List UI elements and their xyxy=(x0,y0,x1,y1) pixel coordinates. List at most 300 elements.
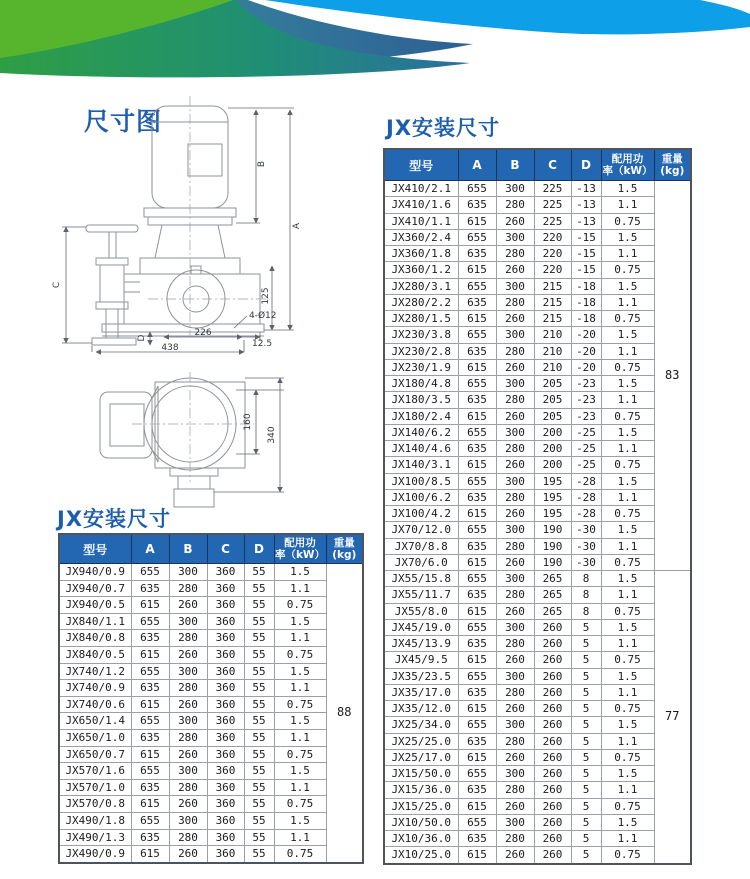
b-cell: 280 xyxy=(169,779,207,796)
table-row xyxy=(384,489,691,505)
table-row xyxy=(384,538,691,554)
table-row xyxy=(59,646,363,663)
model-cell: JX15/50.0 xyxy=(384,766,458,782)
power-cell: 1.5 xyxy=(274,763,326,780)
a-cell: 635 xyxy=(458,392,496,408)
c-cell: 360 xyxy=(207,696,244,713)
model-cell: JX650/1.4 xyxy=(59,713,131,730)
a-cell: 655 xyxy=(458,229,496,245)
table-row xyxy=(384,587,691,603)
model-cell: JX570/1.0 xyxy=(59,779,131,796)
b-cell: 300 xyxy=(496,327,534,343)
power-cell: 0.75 xyxy=(274,846,326,863)
a-cell: 655 xyxy=(131,613,169,630)
b-cell: 280 xyxy=(496,782,534,798)
c-cell: 210 xyxy=(534,327,571,343)
a-cell: 635 xyxy=(131,729,169,746)
a-cell: 635 xyxy=(131,630,169,647)
b-cell: 260 xyxy=(169,796,207,813)
power-cell: 1.1 xyxy=(274,729,326,746)
b-cell: 300 xyxy=(169,564,207,581)
a-cell: 655 xyxy=(458,522,496,538)
dim-label-125: 125 xyxy=(261,287,271,305)
a-cell: 615 xyxy=(131,846,169,863)
dim-label-holes: 4-Ø12 xyxy=(249,311,277,321)
b-cell: 260 xyxy=(496,457,534,473)
front-view-drawing xyxy=(86,106,264,345)
a-cell: 635 xyxy=(458,441,496,457)
model-cell: JX490/1.8 xyxy=(59,812,131,829)
b-cell: 300 xyxy=(169,713,207,730)
c-cell: 260 xyxy=(534,717,571,733)
table-row xyxy=(384,327,691,343)
col-header-b: B xyxy=(169,534,207,564)
b-cell: 280 xyxy=(169,680,207,697)
col-header-power xyxy=(601,149,654,181)
model-cell: JX490/0.9 xyxy=(59,846,131,863)
a-cell: 655 xyxy=(458,376,496,392)
d-cell: 55 xyxy=(244,663,274,680)
power-cell: 0.75 xyxy=(601,749,654,765)
col-header-weight-line1: 重量 xyxy=(333,536,355,549)
power-cell: 1.1 xyxy=(601,197,654,213)
model-cell: JX140/4.6 xyxy=(384,441,458,457)
power-cell: 1.5 xyxy=(601,619,654,635)
weight-cell: 88 xyxy=(326,564,363,863)
c-cell: 225 xyxy=(534,213,571,229)
table-row xyxy=(384,343,691,359)
power-cell: 0.75 xyxy=(601,457,654,473)
b-cell: 280 xyxy=(496,831,534,847)
b-cell: 260 xyxy=(496,749,534,765)
d-cell: 55 xyxy=(244,729,274,746)
power-cell: 1.1 xyxy=(601,489,654,505)
b-cell: 300 xyxy=(169,613,207,630)
c-cell: 260 xyxy=(534,619,571,635)
d-cell: -15 xyxy=(571,262,601,278)
d-cell: 55 xyxy=(244,696,274,713)
b-cell: 280 xyxy=(496,197,534,213)
power-cell: 0.75 xyxy=(274,597,326,614)
table-row xyxy=(59,829,363,846)
c-cell: 210 xyxy=(534,343,571,359)
power-cell: 0.75 xyxy=(601,554,654,570)
table-row xyxy=(384,213,691,229)
col-header-model: 型号 xyxy=(384,149,458,181)
model-cell: JX280/1.5 xyxy=(384,311,458,327)
c-cell: 220 xyxy=(534,262,571,278)
b-cell: 260 xyxy=(169,646,207,663)
table-row xyxy=(384,294,691,310)
d-cell: 5 xyxy=(571,652,601,668)
d-cell: 55 xyxy=(244,846,274,863)
power-cell: 1.5 xyxy=(601,668,654,684)
b-cell: 280 xyxy=(496,343,534,359)
b-cell: 260 xyxy=(496,847,534,864)
a-cell: 635 xyxy=(458,636,496,652)
table-row xyxy=(59,729,363,746)
power-cell: 0.75 xyxy=(601,798,654,814)
b-cell: 280 xyxy=(169,630,207,647)
c-cell: 360 xyxy=(207,713,244,730)
b-cell: 300 xyxy=(496,717,534,733)
power-cell: 1.1 xyxy=(601,392,654,408)
model-cell: JX940/0.5 xyxy=(59,597,131,614)
table-row xyxy=(384,262,691,278)
col-header-d: D xyxy=(571,149,601,181)
c-cell: 260 xyxy=(534,684,571,700)
a-cell: 615 xyxy=(458,701,496,717)
b-cell: 300 xyxy=(496,229,534,245)
model-cell: JX650/1.0 xyxy=(59,729,131,746)
a-cell: 655 xyxy=(458,814,496,830)
b-cell: 260 xyxy=(496,359,534,375)
model-cell: JX10/50.0 xyxy=(384,814,458,830)
b-cell: 260 xyxy=(496,652,534,668)
table-row xyxy=(384,782,691,798)
b-cell: 280 xyxy=(496,294,534,310)
d-cell: -20 xyxy=(571,327,601,343)
table-row xyxy=(384,603,691,619)
model-cell: JX15/36.0 xyxy=(384,782,458,798)
d-cell: 5 xyxy=(571,847,601,864)
a-cell: 635 xyxy=(458,246,496,262)
model-cell: JX840/1.1 xyxy=(59,613,131,630)
table-row xyxy=(384,652,691,668)
power-cell: 1.1 xyxy=(601,441,654,457)
c-cell: 360 xyxy=(207,630,244,647)
c-cell: 205 xyxy=(534,376,571,392)
power-cell: 0.75 xyxy=(601,359,654,375)
d-cell: 55 xyxy=(244,580,274,597)
power-cell: 1.1 xyxy=(601,587,654,603)
power-cell: 0.75 xyxy=(274,796,326,813)
power-cell: 0.75 xyxy=(601,506,654,522)
d-cell: 5 xyxy=(571,766,601,782)
model-cell: JX55/8.0 xyxy=(384,603,458,619)
d-cell: -15 xyxy=(571,246,601,262)
c-cell: 360 xyxy=(207,846,244,863)
a-cell: 615 xyxy=(458,798,496,814)
model-cell: JX15/25.0 xyxy=(384,798,458,814)
model-cell: JX570/0.8 xyxy=(59,796,131,813)
c-cell: 360 xyxy=(207,564,244,581)
model-cell: JX55/15.8 xyxy=(384,571,458,587)
dim-label-226: 226 xyxy=(194,328,212,338)
a-cell: 615 xyxy=(131,796,169,813)
b-cell: 280 xyxy=(169,829,207,846)
a-cell: 615 xyxy=(458,554,496,570)
c-cell: 260 xyxy=(534,733,571,749)
pump-dimension-drawing xyxy=(28,86,363,514)
a-cell: 655 xyxy=(458,717,496,733)
d-cell: 5 xyxy=(571,701,601,717)
model-cell: JX25/17.0 xyxy=(384,749,458,765)
d-cell: 5 xyxy=(571,733,601,749)
dim-label-12-5: 12.5 xyxy=(252,339,273,349)
col-header-power-line1: 配用功 xyxy=(284,536,316,549)
a-cell: 635 xyxy=(458,831,496,847)
c-cell: 360 xyxy=(207,796,244,813)
c-cell: 205 xyxy=(534,408,571,424)
b-cell: 300 xyxy=(496,619,534,635)
model-cell: JX25/34.0 xyxy=(384,717,458,733)
a-cell: 615 xyxy=(458,311,496,327)
power-cell: 1.1 xyxy=(601,538,654,554)
model-cell: JX180/2.4 xyxy=(384,408,458,424)
model-cell: JX45/19.0 xyxy=(384,619,458,635)
model-cell: JX100/8.5 xyxy=(384,473,458,489)
c-cell: 360 xyxy=(207,779,244,796)
power-cell: 1.1 xyxy=(601,782,654,798)
a-cell: 615 xyxy=(131,597,169,614)
power-cell: 1.5 xyxy=(601,522,654,538)
a-cell: 655 xyxy=(458,619,496,635)
a-cell: 635 xyxy=(458,587,496,603)
right-table-title: JX安装尺寸 xyxy=(386,116,501,140)
c-cell: 260 xyxy=(534,636,571,652)
c-cell: 265 xyxy=(534,571,571,587)
a-cell: 655 xyxy=(131,713,169,730)
a-cell: 615 xyxy=(458,847,496,864)
d-cell: -18 xyxy=(571,294,601,310)
table-row xyxy=(384,522,691,538)
c-cell: 260 xyxy=(534,766,571,782)
d-cell: -20 xyxy=(571,343,601,359)
power-cell: 0.75 xyxy=(274,696,326,713)
table-row xyxy=(384,376,691,392)
b-cell: 260 xyxy=(496,798,534,814)
table-row xyxy=(59,630,363,647)
b-cell: 280 xyxy=(496,733,534,749)
weight-cell: 83 xyxy=(654,181,691,571)
b-cell: 280 xyxy=(496,538,534,554)
top-view-drawing xyxy=(100,378,245,507)
d-cell: 55 xyxy=(244,763,274,780)
c-cell: 210 xyxy=(534,359,571,375)
b-cell: 300 xyxy=(169,763,207,780)
a-cell: 635 xyxy=(458,538,496,554)
b-cell: 260 xyxy=(496,701,534,717)
b-cell: 260 xyxy=(169,746,207,763)
a-cell: 655 xyxy=(458,571,496,587)
c-cell: 360 xyxy=(207,613,244,630)
d-cell: 5 xyxy=(571,636,601,652)
b-cell: 260 xyxy=(496,554,534,570)
power-cell: 0.75 xyxy=(274,646,326,663)
d-cell: 55 xyxy=(244,630,274,647)
a-cell: 655 xyxy=(131,564,169,581)
d-cell: -13 xyxy=(571,181,601,197)
d-cell: 5 xyxy=(571,684,601,700)
table-row xyxy=(384,619,691,635)
a-cell: 655 xyxy=(458,766,496,782)
d-cell: -23 xyxy=(571,392,601,408)
power-cell: 0.75 xyxy=(601,603,654,619)
power-cell: 1.1 xyxy=(601,294,654,310)
header-row xyxy=(59,534,363,564)
model-cell: JX410/1.1 xyxy=(384,213,458,229)
c-cell: 215 xyxy=(534,311,571,327)
b-cell: 300 xyxy=(496,766,534,782)
c-cell: 260 xyxy=(534,831,571,847)
b-cell: 260 xyxy=(496,506,534,522)
c-cell: 260 xyxy=(534,798,571,814)
d-cell: 55 xyxy=(244,812,274,829)
model-cell: JX35/23.5 xyxy=(384,668,458,684)
a-cell: 655 xyxy=(131,812,169,829)
d-cell: 5 xyxy=(571,798,601,814)
power-cell: 1.5 xyxy=(274,663,326,680)
a-cell: 635 xyxy=(458,733,496,749)
col-header-c: C xyxy=(534,149,571,181)
a-cell: 615 xyxy=(458,408,496,424)
table-row xyxy=(59,796,363,813)
c-cell: 360 xyxy=(207,729,244,746)
c-cell: 225 xyxy=(534,181,571,197)
c-cell: 260 xyxy=(534,814,571,830)
b-cell: 280 xyxy=(496,587,534,603)
col-header-power xyxy=(274,534,326,564)
table-row xyxy=(384,636,691,652)
power-cell: 1.5 xyxy=(274,613,326,630)
model-cell: JX230/1.9 xyxy=(384,359,458,375)
b-cell: 280 xyxy=(496,489,534,505)
power-cell: 1.1 xyxy=(601,733,654,749)
table-row xyxy=(384,473,691,489)
model-cell: JX410/2.1 xyxy=(384,181,458,197)
model-cell: JX940/0.7 xyxy=(59,580,131,597)
table-row xyxy=(59,663,363,680)
a-cell: 655 xyxy=(458,668,496,684)
table-row xyxy=(59,846,363,863)
dim-label-438: 438 xyxy=(161,343,179,353)
d-cell: 55 xyxy=(244,829,274,846)
model-cell: JX70/12.0 xyxy=(384,522,458,538)
power-cell: 1.5 xyxy=(601,278,654,294)
table-row xyxy=(384,668,691,684)
model-cell: JX280/2.2 xyxy=(384,294,458,310)
b-cell: 280 xyxy=(169,580,207,597)
a-cell: 615 xyxy=(458,457,496,473)
a-cell: 655 xyxy=(131,663,169,680)
b-cell: 260 xyxy=(496,603,534,619)
c-cell: 190 xyxy=(534,538,571,554)
c-cell: 360 xyxy=(207,646,244,663)
model-cell: JX180/3.5 xyxy=(384,392,458,408)
table-row xyxy=(384,506,691,522)
b-cell: 300 xyxy=(169,812,207,829)
d-cell: -30 xyxy=(571,538,601,554)
d-cell: 55 xyxy=(244,680,274,697)
d-cell: 8 xyxy=(571,571,601,587)
b-cell: 260 xyxy=(496,311,534,327)
d-cell: -13 xyxy=(571,197,601,213)
model-cell: JX280/3.1 xyxy=(384,278,458,294)
table-row xyxy=(384,457,691,473)
a-cell: 655 xyxy=(458,473,496,489)
table-row xyxy=(59,580,363,597)
a-cell: 615 xyxy=(458,603,496,619)
power-cell: 0.75 xyxy=(601,408,654,424)
power-cell: 1.5 xyxy=(274,713,326,730)
table-row xyxy=(384,684,691,700)
model-cell: JX10/36.0 xyxy=(384,831,458,847)
d-cell: 55 xyxy=(244,779,274,796)
model-cell: JX570/1.6 xyxy=(59,763,131,780)
a-cell: 615 xyxy=(458,652,496,668)
power-cell: 1.5 xyxy=(601,181,654,197)
c-cell: 190 xyxy=(534,554,571,570)
a-cell: 635 xyxy=(458,782,496,798)
table-row xyxy=(59,746,363,763)
c-cell: 260 xyxy=(534,782,571,798)
power-cell: 1.5 xyxy=(601,424,654,440)
c-cell: 215 xyxy=(534,294,571,310)
table-row xyxy=(384,392,691,408)
col-header-power-line1: 配用功 xyxy=(611,152,644,165)
d-cell: 5 xyxy=(571,814,601,830)
model-cell: JX360/2.4 xyxy=(384,229,458,245)
table-row xyxy=(384,424,691,440)
table-row xyxy=(384,554,691,570)
installation-dimensions-table-right xyxy=(383,148,692,865)
dim-label-d: D xyxy=(137,334,147,342)
power-cell: 1.5 xyxy=(601,814,654,830)
dim-label-160: 160 xyxy=(243,413,253,431)
model-cell: JX55/11.7 xyxy=(384,587,458,603)
b-cell: 260 xyxy=(496,213,534,229)
d-cell: 5 xyxy=(571,831,601,847)
table-row xyxy=(384,701,691,717)
d-cell: 55 xyxy=(244,796,274,813)
d-cell: -23 xyxy=(571,376,601,392)
a-cell: 655 xyxy=(458,181,496,197)
d-cell: -13 xyxy=(571,213,601,229)
a-cell: 615 xyxy=(458,359,496,375)
a-cell: 655 xyxy=(458,327,496,343)
d-cell: -28 xyxy=(571,473,601,489)
d-cell: 55 xyxy=(244,713,274,730)
b-cell: 280 xyxy=(169,729,207,746)
table-row xyxy=(384,766,691,782)
c-cell: 360 xyxy=(207,746,244,763)
power-cell: 1.1 xyxy=(601,684,654,700)
col-header-b: B xyxy=(496,149,534,181)
a-cell: 635 xyxy=(131,680,169,697)
model-cell: JX740/0.6 xyxy=(59,696,131,713)
d-cell: 55 xyxy=(244,613,274,630)
a-cell: 635 xyxy=(131,580,169,597)
model-cell: JX940/0.9 xyxy=(59,564,131,581)
d-cell: 55 xyxy=(244,646,274,663)
d-cell: -15 xyxy=(571,229,601,245)
table-row xyxy=(384,181,691,197)
table-row xyxy=(384,847,691,864)
table-row xyxy=(384,749,691,765)
power-cell: 1.5 xyxy=(601,327,654,343)
power-cell: 0.75 xyxy=(601,847,654,864)
model-cell: JX410/1.6 xyxy=(384,197,458,213)
c-cell: 195 xyxy=(534,473,571,489)
c-cell: 360 xyxy=(207,763,244,780)
d-cell: -30 xyxy=(571,554,601,570)
c-cell: 195 xyxy=(534,506,571,522)
b-cell: 300 xyxy=(496,424,534,440)
model-cell: JX230/3.8 xyxy=(384,327,458,343)
col-header-power-line2: 率（kW） xyxy=(274,549,326,561)
model-cell: JX840/0.8 xyxy=(59,630,131,647)
